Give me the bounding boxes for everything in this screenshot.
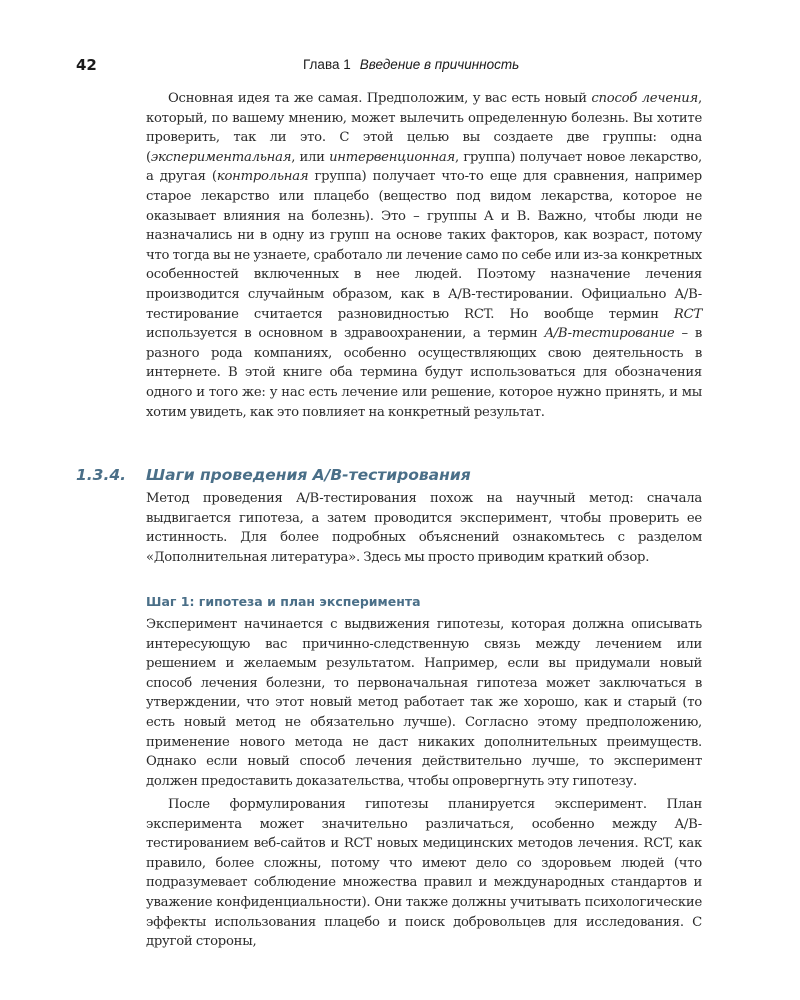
intro-text-3: , или [291,149,330,165]
section-title: Шаги проведения A/B-тестирования [146,466,471,484]
intro-emphasis-6: A/B-тестирование [544,326,675,342]
intro-emphasis-4: контрольная [216,169,309,185]
intro-emphasis-3: интервенционная [329,149,456,165]
section-number: 1.3.4. [76,466,127,484]
page-number: 42 [76,56,97,74]
chapter-running-title [303,57,519,72]
section-paragraph: Метод проведения A/B-тестирования похож на научный метод: сначала выдвигается гипотеза, а затем проводится эксперимент, чтобы проверить ее истинность. Для более подробных объяснений ознакомьтесь с разделом «Дополнительная литература». Здесь мы просто приводим краткий обзор. [146,491,702,565]
section-heading [76,466,716,484]
intro-emphasis-5: RCT [673,306,702,322]
intro-text-1: Основная идея та же самая. Предположим, у вас есть новый [168,91,592,106]
chapter-label: Глава 1 [303,57,351,72]
intro-text-2: , который, по вашему мнению, может вылечить определенную болезнь. Вы хотите проверить, так ли это. С этой целью вы создаете две группы: одна ( [146,91,702,165]
step1-paragraph-1: Эксперимент начинается с выдвижения гипотезы, которая должна описывать интересующую вас причинно-следственную связь между лечением или решением и желаемым результатом. Например, если вы придумали новый способ лечения болезни, то первоначальная гипотеза может заключаться в утверждении, что этот новый метод работает так же хорошо, как и старый (то есть новый метод не обязательно лучше). Согласно этому предположению, применение нового метода не даст никаких дополнительных преимуществ. Однако если новый способ лечения действительно лучше, то эксперимент должен предоставить доказательства, чтобы опровергнуть эту гипотезу. [146,617,702,789]
intro-paragraph [146,89,702,422]
intro-text-7: – в разного рода компаниях, особенно осуществляющих свою деятельность в интернете. В этой книге оба термина будут использоваться для обозначения одного и того же: у нас есть лечение или решение, которое нужно принять, и мы хотим увидеть, как это повлияет на конкретный результат. [146,326,702,420]
intro-text-5: группа) получает что-то еще для сравнения, например старое лекарство или плацебо (вещество под видом лекарства, которое не оказывает влияния на болезнь). Это – группы A и B. Важно, чтобы люди не назначались ни в одну из групп на основе таких факторов, как возраст, потому что тогда вы не узнаете, сработало ли лечение само по себе или из-за конкретных особенностей включенных в нее людей. Поэтому назначение лечения производится случайным образом, как в A/B-тестировании. Официально A/B-тестирование считается разновидностью RCT. Но вообще термин [146,169,702,322]
intro-emphasis-2: экспериментальная [150,149,292,165]
step1-heading: Шаг 1: гипотеза и план эксперимента [146,594,421,609]
intro-emphasis-1: способ лечения [591,91,699,106]
running-head [0,56,800,78]
chapter-title: Введение в причинность [359,57,520,72]
step1-paragraph-2: После формулирования гипотезы планируется эксперимент. План эксперимента может значительно различаться, особенно между A/B-тестированием веб-сайтов и RCT новых медицинских методов лечения. RCT, как правило, более сложны, потому что имеют дело со здоровьем людей (что подразумевает соблюдение множества правил и международных стандартов и уважение конфиденциальности). Они также должны учитывать психологические эффекты использования плацебо и поиск добровольцев для исследования. С другой стороны, [146,797,702,950]
intro-text-6: используется в основном в здравоохранении, а термин [146,326,545,342]
intro-text-4: , группа) получает новое лекарство, а другая ( [146,149,702,185]
